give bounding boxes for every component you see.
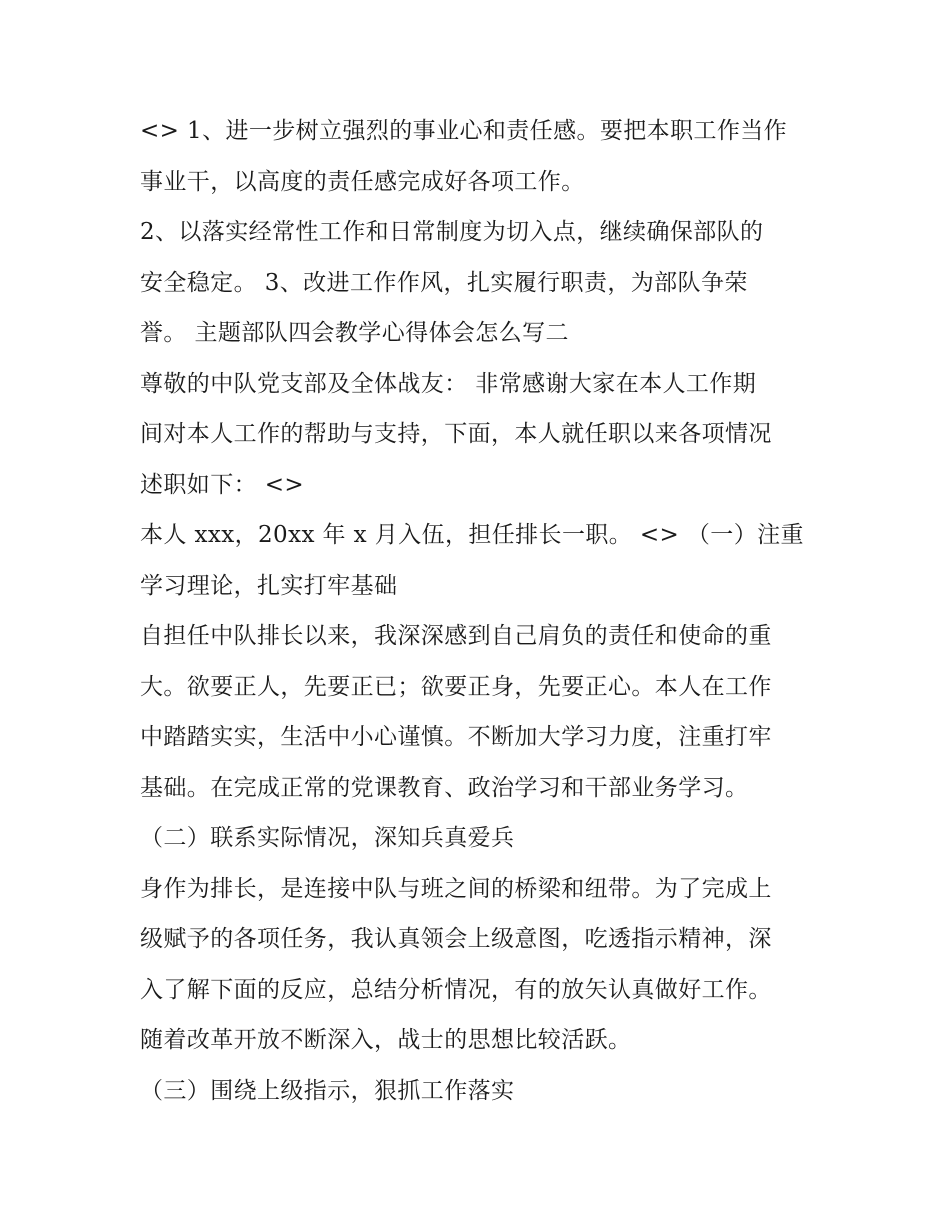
text-line-5: 誉。 主题部队四会教学心得体会怎么写二 (140, 320, 569, 346)
text-line-17: 级赋予的各项任务，我认真领会上级意图，吃透指示精神，深 (140, 926, 772, 952)
text-line-15: （二）联系实际情况，深知兵真爱兵 (140, 825, 515, 851)
text-line-7: 间对本人工作的帮助与支持，下面，本人就任职以来各项情况 (140, 421, 772, 447)
text-line-6: 尊敬的中队党支部及全体战友： 非常感谢大家在本人工作期 (140, 370, 757, 397)
text-line-12: 大。欲要正人，先要正已；欲要正身，先要正心。本人在工作 (140, 673, 772, 700)
text-line-9: 本人 xxx，20xx 年 x 月入伍，担任排长一职。 <> （一）注重 (140, 522, 804, 548)
text-line-1: <> 1、进一步树立强烈的事业心和责任感。要把本职工作当作 (140, 118, 788, 144)
text-line-14: 基础。在完成正常的党课教育、政治学习和干部业务学习。 (140, 774, 749, 801)
text-line-10: 学习理论，扎实打牢基础 (140, 572, 398, 599)
text-line-4: 安全稳定。 3、改进工作作风，扎实履行职责，为部队争荣 (140, 269, 748, 296)
text-line-16: 身作为排长，是连接中队与班之间的桥梁和纽带。为了完成上 (140, 875, 772, 902)
text-line-20: （三）围绕上级指示，狠抓工作落实 (140, 1077, 515, 1104)
text-line-2: 事业干，以高度的责任感完成好各项工作。 (140, 168, 585, 195)
text-line-13: 中踏踏实实，生活中小心谨慎。不断加大学习力度，注重打牢 (140, 724, 772, 750)
text-line-11: 自担任中队排长以来，我深深感到自己肩负的责任和使命的重 (140, 623, 772, 649)
document-body (140, 106, 820, 1116)
text-line-3: 2、以落实经常性工作和日常制度为切入点，继续确保部队的 (140, 219, 764, 245)
text-line-18: 入了解下面的反应，总结分析情况，有的放矢认真做好工作。 (140, 976, 772, 1003)
text-line-8: 述职如下： <> (140, 471, 305, 498)
text-line-19: 随着改革开放不断深入，战士的思想比较活跃。 (140, 1027, 632, 1053)
